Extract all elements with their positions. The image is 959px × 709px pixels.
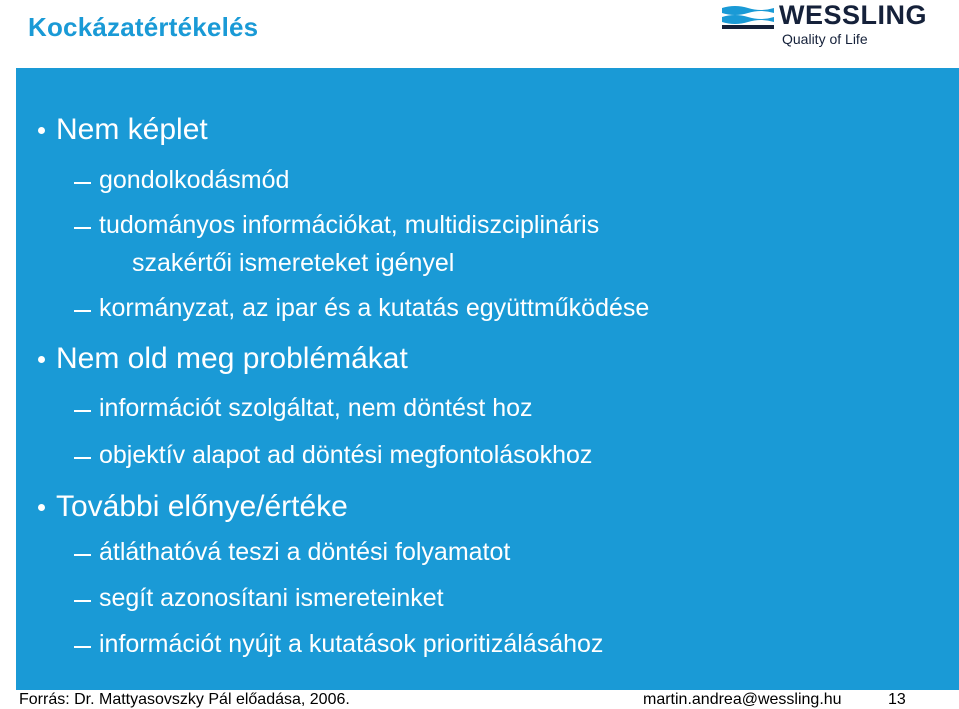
slide-footer <box>0 690 959 709</box>
sub-bullet-item: tudományos információkat, multidiszciplináris <box>99 211 600 239</box>
sub-bullet-item: segít azonosítani ismereteinket <box>99 584 444 612</box>
logo-wordmark: WESSLING <box>779 0 928 30</box>
sub-bullet-item: átláthatóvá teszi a döntési folyamatot <box>99 538 511 566</box>
sub-bullet-continuation: szakértői ismereteket igényel <box>132 249 455 277</box>
bullet-icon <box>38 356 45 363</box>
bullet-item: További előnye/értéke <box>56 490 348 523</box>
wessling-wave-logo-icon <box>722 4 774 30</box>
sub-bullet-item: információt szolgáltat, nem döntést hoz <box>99 394 533 422</box>
bullet-item: Nem képlet <box>56 113 208 146</box>
bullet-icon <box>38 127 45 134</box>
dash-icon <box>74 310 91 312</box>
dash-icon <box>74 600 91 602</box>
slide-title: Kockázatértékelés <box>28 12 259 42</box>
dash-icon <box>74 554 91 556</box>
content-panel <box>16 68 959 690</box>
dash-icon <box>74 227 91 229</box>
sub-bullet-item: gondolkodásmód <box>99 166 290 194</box>
dash-icon <box>74 646 91 648</box>
contact-email: martin.andrea@wessling.hu <box>643 691 842 708</box>
dash-icon <box>74 457 91 459</box>
sub-bullet-item: információt nyújt a kutatások prioritizálásához <box>99 630 604 658</box>
slide-header <box>0 0 959 66</box>
bullet-item: Nem old meg problémákat <box>56 342 408 375</box>
page-number: 13 <box>888 691 906 708</box>
sub-bullet-item: kormányzat, az ipar és a kutatás együttműködése <box>99 294 650 322</box>
dash-icon <box>74 410 91 412</box>
dash-icon <box>74 182 91 184</box>
logo-tagline: Quality of Life <box>782 31 868 47</box>
wessling-logo <box>722 2 952 52</box>
sub-bullet-item: objektív alapot ad döntési megfontolásokhoz <box>99 441 593 469</box>
bullet-icon <box>38 504 45 511</box>
source-citation: Forrás: Dr. Mattyasovszky Pál előadása, 2006. <box>19 691 350 708</box>
